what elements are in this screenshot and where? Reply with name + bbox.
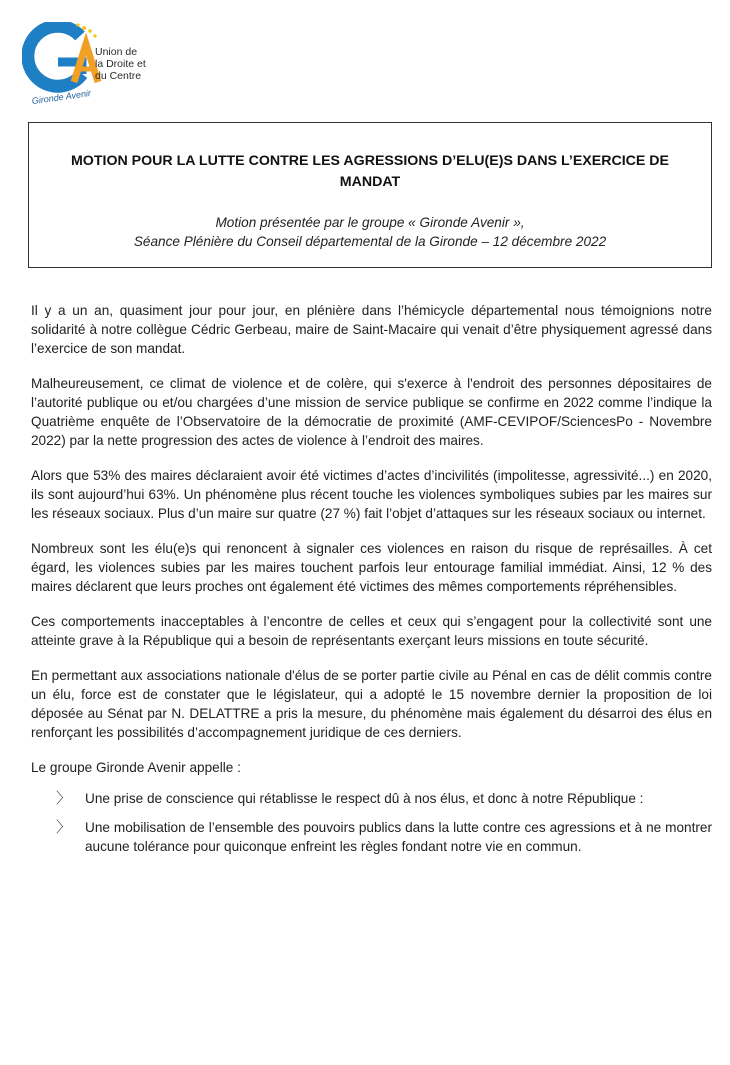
paragraph: En permettant aux associations nationale d'élus de se porter partie civile au Pénal en cas de délit commis contre un élu, force est de constater que le législateur, qui a adopté le 15 novembre dernier la proposition de loi déposée au Sénat par N. DELATTRE a pris la mesure, du phénomène mais également du désarroi des élus en renforçant les possibilités d’accompagnement juridique de ces derniers. xyxy=(31,668,712,740)
list-item xyxy=(31,789,712,808)
demands-list xyxy=(31,789,712,856)
logo-emblem xyxy=(22,22,102,108)
org-line: la Droite et xyxy=(95,58,146,70)
chevron-right-icon: 〉 xyxy=(56,819,72,836)
subtitle-line: Séance Plénière du Conseil départemental de la Gironde – 12 décembre 2022 xyxy=(133,233,607,249)
paragraph: Nombreux sont les élu(e)s qui renoncent à signaler ces violences en raison du risque de représailles. À cet égard, les violences subies par les maires touchent parfois leur entourage familial immédiat. Ainsi, 12 % des maires déclarent que leurs proches ont également été victimes des mêmes comportements répréhensibles. xyxy=(31,541,712,594)
org-line: du Centre xyxy=(95,70,142,82)
org-line: Union de xyxy=(95,46,138,58)
paragraph: Ces comportements inacceptables à l’encontre de celles et ceux qui s’engagent pour la collectivité sont une atteinte grave à la République qui a besoin de représentants exerçant leurs missions en toute sécurité. xyxy=(31,614,712,648)
list-item xyxy=(31,818,712,856)
organization-name xyxy=(95,46,146,82)
title-box xyxy=(28,122,712,268)
list-item-text: Une mobilisation de l’ensemble des pouvoirs publics dans la lutte contre ces agressions et à ne montrer aucune tolérance pour quiconque enfreint les règles fondant notre vie en commun. xyxy=(85,820,712,854)
paragraph: Il y a un an, quasiment jour pour jour, en plénière dans l’hémicycle départemental nous témoignions notre solidarité à notre collègue Cédric Gerbeau, maire de Saint-Macaire qui venait d’être physiquement agressé dans l’exercice de son mandat. xyxy=(31,303,712,356)
paragraph: Malheureusement, ce climat de violence et de colère, qui s'exerce à l'endroit des personnes dépositaires de l’autorité publique ou et/ou chargées d’une mission de service publique se confirme en 2022 comme l’indique la Quatrième enquête de l’Observatoire de la démocratie de proximité (AMF-CEVIPOF/SciencesPo - Novembre 2022) par la nette progression des actes de violence à l’endroit des maires. xyxy=(31,376,712,448)
motion-body xyxy=(31,301,712,866)
list-item-text: Une prise de conscience qui rétablisse le respect dû à nos élus, et donc à notre République : xyxy=(85,791,644,806)
motion-subtitle xyxy=(29,214,711,251)
paragraph: Le groupe Gironde Avenir appelle : xyxy=(31,760,241,775)
chevron-right-icon: 〉 xyxy=(56,790,72,807)
logo-ring-text: Gironde Avenir xyxy=(31,87,92,107)
subtitle-line: Motion présentée par le groupe « Gironde Avenir », xyxy=(215,215,525,230)
paragraph: Alors que 53% des maires déclaraient avoir été victimes d’actes d’incivilités (impolitesse, agressivité...) en 2020, ils sont aujourd’hui 63%. Un phénomène plus récent touche les violences symboliques subies par les maires sur les réseaux sociaux. Plus d’un maire sur quatre (27 %) fait l’objet d’attaques sur les réseaux sociaux ou internet. xyxy=(31,468,712,521)
motion-title: MOTION POUR LA LUTTE CONTRE LES AGRESSIONS D’ELU(E)S DANS L’EXERCICE DE MANDAT xyxy=(70,153,669,190)
